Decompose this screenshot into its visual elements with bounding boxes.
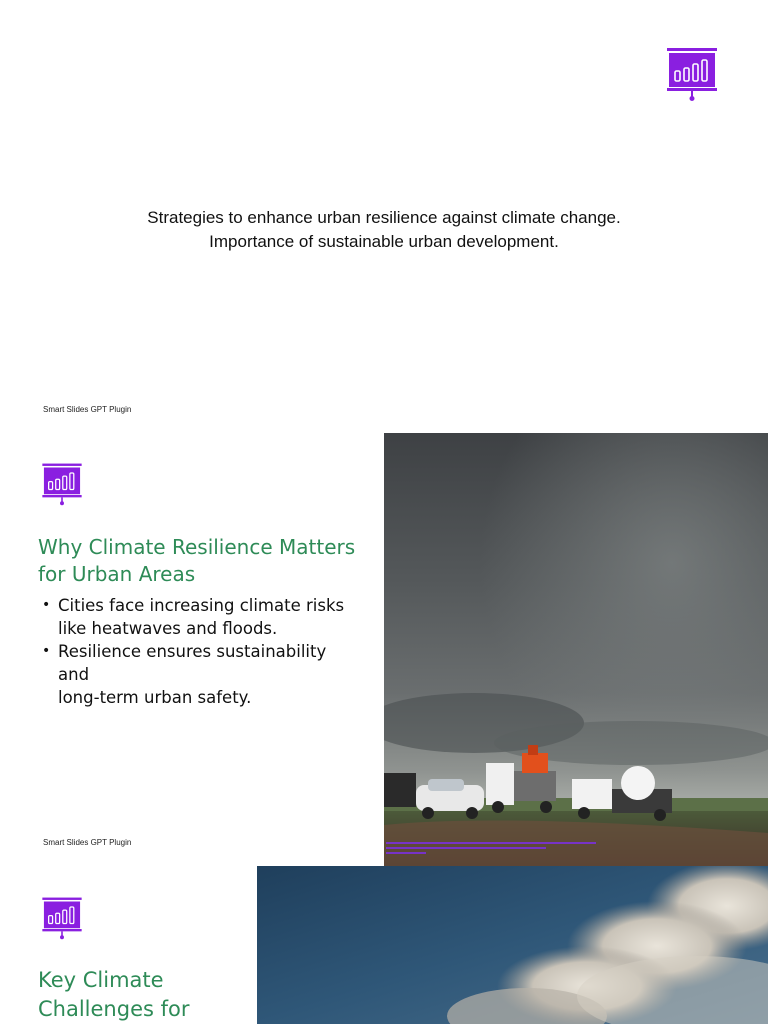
- bullet-line: long-term urban safety.: [58, 688, 252, 707]
- bullet-dot: •: [42, 643, 51, 659]
- bullet-line: like heatwaves and floods.: [58, 619, 278, 638]
- slide-key-challenges: [0, 866, 768, 1024]
- list-item: [40, 640, 350, 709]
- presentation-chart-icon: [664, 46, 720, 102]
- bullet-list: [40, 594, 350, 709]
- title-line: Why Climate Resilience Matters: [38, 535, 356, 559]
- bullet-line: Resilience ensures sustainability and: [58, 642, 327, 684]
- presentation-chart-icon: [40, 462, 96, 506]
- slide-body: [0, 206, 768, 254]
- title-line: Key Climate: [38, 968, 164, 992]
- body-line: Importance of sustainable urban development.: [209, 232, 559, 251]
- body-line: Strategies to enhance urban resilience against climate change.: [147, 208, 621, 227]
- slide-title: [38, 534, 368, 588]
- bullet-dot: •: [42, 597, 51, 613]
- storm-photo: [384, 433, 768, 866]
- bullet-line: Cities face increasing climate risks: [58, 596, 345, 615]
- title-line: Challenges for: [38, 997, 190, 1021]
- presentation-chart-icon: [40, 896, 96, 940]
- footer-credit: Smart Slides GPT Plugin: [43, 838, 132, 847]
- title-line: for Urban Areas: [38, 562, 196, 586]
- footer-credit: Smart Slides GPT Plugin: [43, 405, 132, 414]
- photo-credit-link[interactable]: [386, 842, 596, 864]
- slide-why-resilience: [0, 432, 768, 866]
- slide-title: [38, 966, 238, 1024]
- cloud-photo: [257, 866, 768, 1024]
- slide-intro: [0, 0, 768, 432]
- list-item: [40, 594, 350, 640]
